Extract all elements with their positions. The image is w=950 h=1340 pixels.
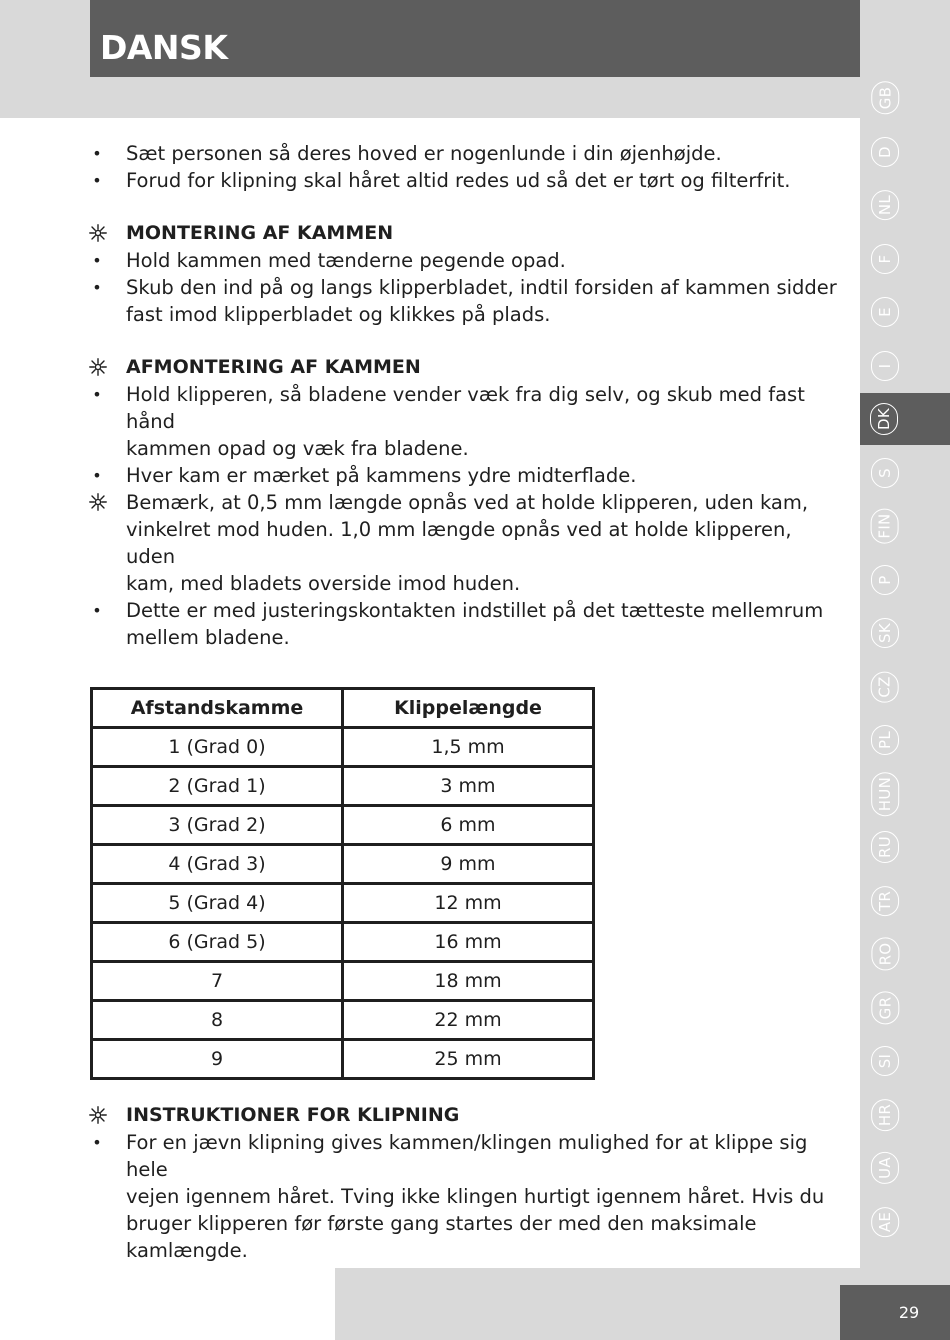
language-tab-label: UA: [871, 1152, 899, 1184]
table-cell: 7: [92, 962, 343, 1001]
table-header-comb: Afstandskamme: [92, 689, 343, 728]
star-burst-icon: [89, 358, 107, 376]
language-tab-ae[interactable]: [860, 1196, 910, 1248]
language-tab-ro[interactable]: [860, 928, 910, 980]
table-row: [92, 962, 594, 1001]
table-cell: 5 (Grad 4): [92, 884, 343, 923]
language-tab-label: D: [871, 137, 899, 167]
list-item-continued: mellem bladene.: [126, 626, 290, 649]
bullet-icon: •: [92, 466, 102, 485]
table-cell: 16 mm: [343, 923, 594, 962]
language-tab-ru[interactable]: [860, 821, 910, 873]
table-row: [92, 1001, 594, 1040]
table-row: [92, 728, 594, 767]
section-heading-instructions: INSTRUKTIONER FOR KLIPNING: [90, 1102, 845, 1129]
language-tab-label: HR: [871, 1098, 899, 1130]
language-tab-e[interactable]: [860, 286, 910, 338]
section-heading-unmount: AFMONTERING AF KAMMEN: [90, 354, 845, 381]
table-cell: 4 (Grad 3): [92, 845, 343, 884]
language-tab-hun[interactable]: [860, 768, 910, 820]
language-tab-label: TR: [871, 885, 899, 915]
language-tab-hr[interactable]: [860, 1089, 910, 1141]
bullet-icon: •: [92, 144, 102, 163]
list-item: • Dette er med justeringskontakten indstillet på det tætteste mellemrum: [90, 597, 845, 624]
language-tab-gr[interactable]: [860, 982, 910, 1034]
list-item-continued: kammen opad og væk fra bladene.: [126, 437, 469, 460]
language-tab-s[interactable]: [860, 447, 910, 499]
table-cell: 9: [92, 1040, 343, 1079]
list-item: • Sæt personen så deres hoved er nogenlunde i din øjenhøjde.: [90, 140, 845, 167]
bullet-icon: •: [92, 1133, 102, 1152]
table-cell: 22 mm: [343, 1001, 594, 1040]
table-header-length: Klippelængde: [343, 689, 594, 728]
table-cell: 25 mm: [343, 1040, 594, 1079]
list-item-continued: vinkelret mod huden. 1,0 mm længde opnås ved at holde klipperen, uden: [126, 518, 792, 568]
language-tab-gb[interactable]: [860, 72, 910, 124]
language-tab-sk[interactable]: [860, 607, 910, 659]
language-tab-label: P: [871, 565, 899, 595]
table-cell: 3 mm: [343, 767, 594, 806]
bullet-icon: •: [92, 385, 102, 404]
language-tab-label: DK: [870, 403, 898, 435]
language-tab-fin[interactable]: [860, 500, 910, 552]
bullet-icon: •: [92, 601, 102, 620]
table-cell: 8: [92, 1001, 343, 1040]
page-title: DANSK: [90, 0, 860, 77]
list-item: • For en jævn klipning gives kammen/klingen mulighed for at klippe sig hele: [90, 1129, 845, 1183]
star-burst-icon: [89, 493, 107, 511]
language-tab-si[interactable]: [860, 1035, 910, 1087]
table-cell: 6 (Grad 5): [92, 923, 343, 962]
language-tab-label: SK: [871, 618, 899, 648]
language-tab-label: E: [871, 297, 899, 327]
bullet-icon: •: [92, 251, 102, 270]
table-header-row: [92, 689, 594, 728]
table-row: [92, 1040, 594, 1079]
table-cell: 12 mm: [343, 884, 594, 923]
language-tab-label: PL: [871, 725, 899, 755]
language-tab-label: RU: [871, 831, 899, 863]
list-item-continued: fast imod klipperbladet og klikkes på plads.: [126, 303, 551, 326]
table-row: [92, 923, 594, 962]
star-burst-icon: [89, 1106, 107, 1124]
language-tab-f[interactable]: [860, 233, 910, 285]
language-tab-ua[interactable]: [860, 1142, 910, 1194]
language-tab-label: RO: [871, 938, 899, 971]
list-item-continued: bruger klipperen før første gang startes der med den maksimale: [126, 1212, 757, 1235]
table-cell: 6 mm: [343, 806, 594, 845]
list-item-continued: vejen igennem håret. Tving ikke klingen hurtigt igennem håret. Hvis du: [126, 1185, 825, 1208]
language-tab-label: F: [871, 244, 899, 274]
language-tab-label: HUN: [871, 771, 899, 815]
language-tab-nl[interactable]: [860, 179, 910, 231]
language-tab-label: SI: [871, 1046, 899, 1076]
language-tab-label: S: [871, 458, 899, 488]
list-item: • Forud for klipning skal håret altid redes ud så det er tørt og filterfrit.: [90, 167, 845, 194]
language-tab-label: GR: [871, 991, 899, 1024]
page-number: 29: [840, 1285, 950, 1340]
language-tab-label: GB: [871, 82, 899, 115]
table-cell: 1,5 mm: [343, 728, 594, 767]
table-cell: 18 mm: [343, 962, 594, 1001]
language-tab-label: AE: [871, 1206, 899, 1236]
section-heading-mount: MONTERING AF KAMMEN: [90, 220, 845, 247]
language-tab-pl[interactable]: [860, 714, 910, 766]
list-item: • Hold klipperen, så bladene vender væk fra dig selv, og skub med fast hånd: [90, 381, 845, 435]
table-row: [92, 845, 594, 884]
note-item: Bemærk, at 0,5 mm længde opnås ved at holde klipperen, uden kam,: [90, 489, 845, 516]
table-cell: 9 mm: [343, 845, 594, 884]
language-tab-d[interactable]: [860, 126, 910, 178]
language-tab-label: FIN: [871, 508, 899, 543]
table-row: [92, 767, 594, 806]
language-tab-cz[interactable]: [860, 661, 910, 713]
language-tab-label: NL: [871, 190, 899, 220]
language-tab-label: I: [871, 351, 899, 381]
language-tab-dk[interactable]: [860, 393, 950, 445]
language-index: [860, 72, 910, 1272]
star-burst-icon: [89, 224, 107, 242]
language-tab-i[interactable]: [860, 340, 910, 392]
table-cell: 2 (Grad 1): [92, 767, 343, 806]
language-tab-label: CZ: [871, 671, 899, 702]
list-item-continued: kamlængde.: [126, 1239, 248, 1262]
main-content: [90, 140, 845, 1264]
bullet-icon: •: [92, 171, 102, 190]
language-tab-tr[interactable]: [860, 875, 910, 927]
list-item: • Skub den ind på og langs klipperbladet, indtil forsiden af kammen sidder: [90, 274, 845, 301]
table-cell: 1 (Grad 0): [92, 728, 343, 767]
list-item: • Hver kam er mærket på kammens ydre midterflade.: [90, 462, 845, 489]
list-item: • Hold kammen med tænderne pegende opad.: [90, 247, 845, 274]
table-cell: 3 (Grad 2): [92, 806, 343, 845]
comb-length-table: [90, 687, 595, 1080]
table-row: [92, 884, 594, 923]
list-item-continued: kam, med bladets overside imod huden.: [126, 572, 521, 595]
language-tab-p[interactable]: [860, 554, 910, 606]
table-row: [92, 806, 594, 845]
bullet-icon: •: [92, 278, 102, 297]
